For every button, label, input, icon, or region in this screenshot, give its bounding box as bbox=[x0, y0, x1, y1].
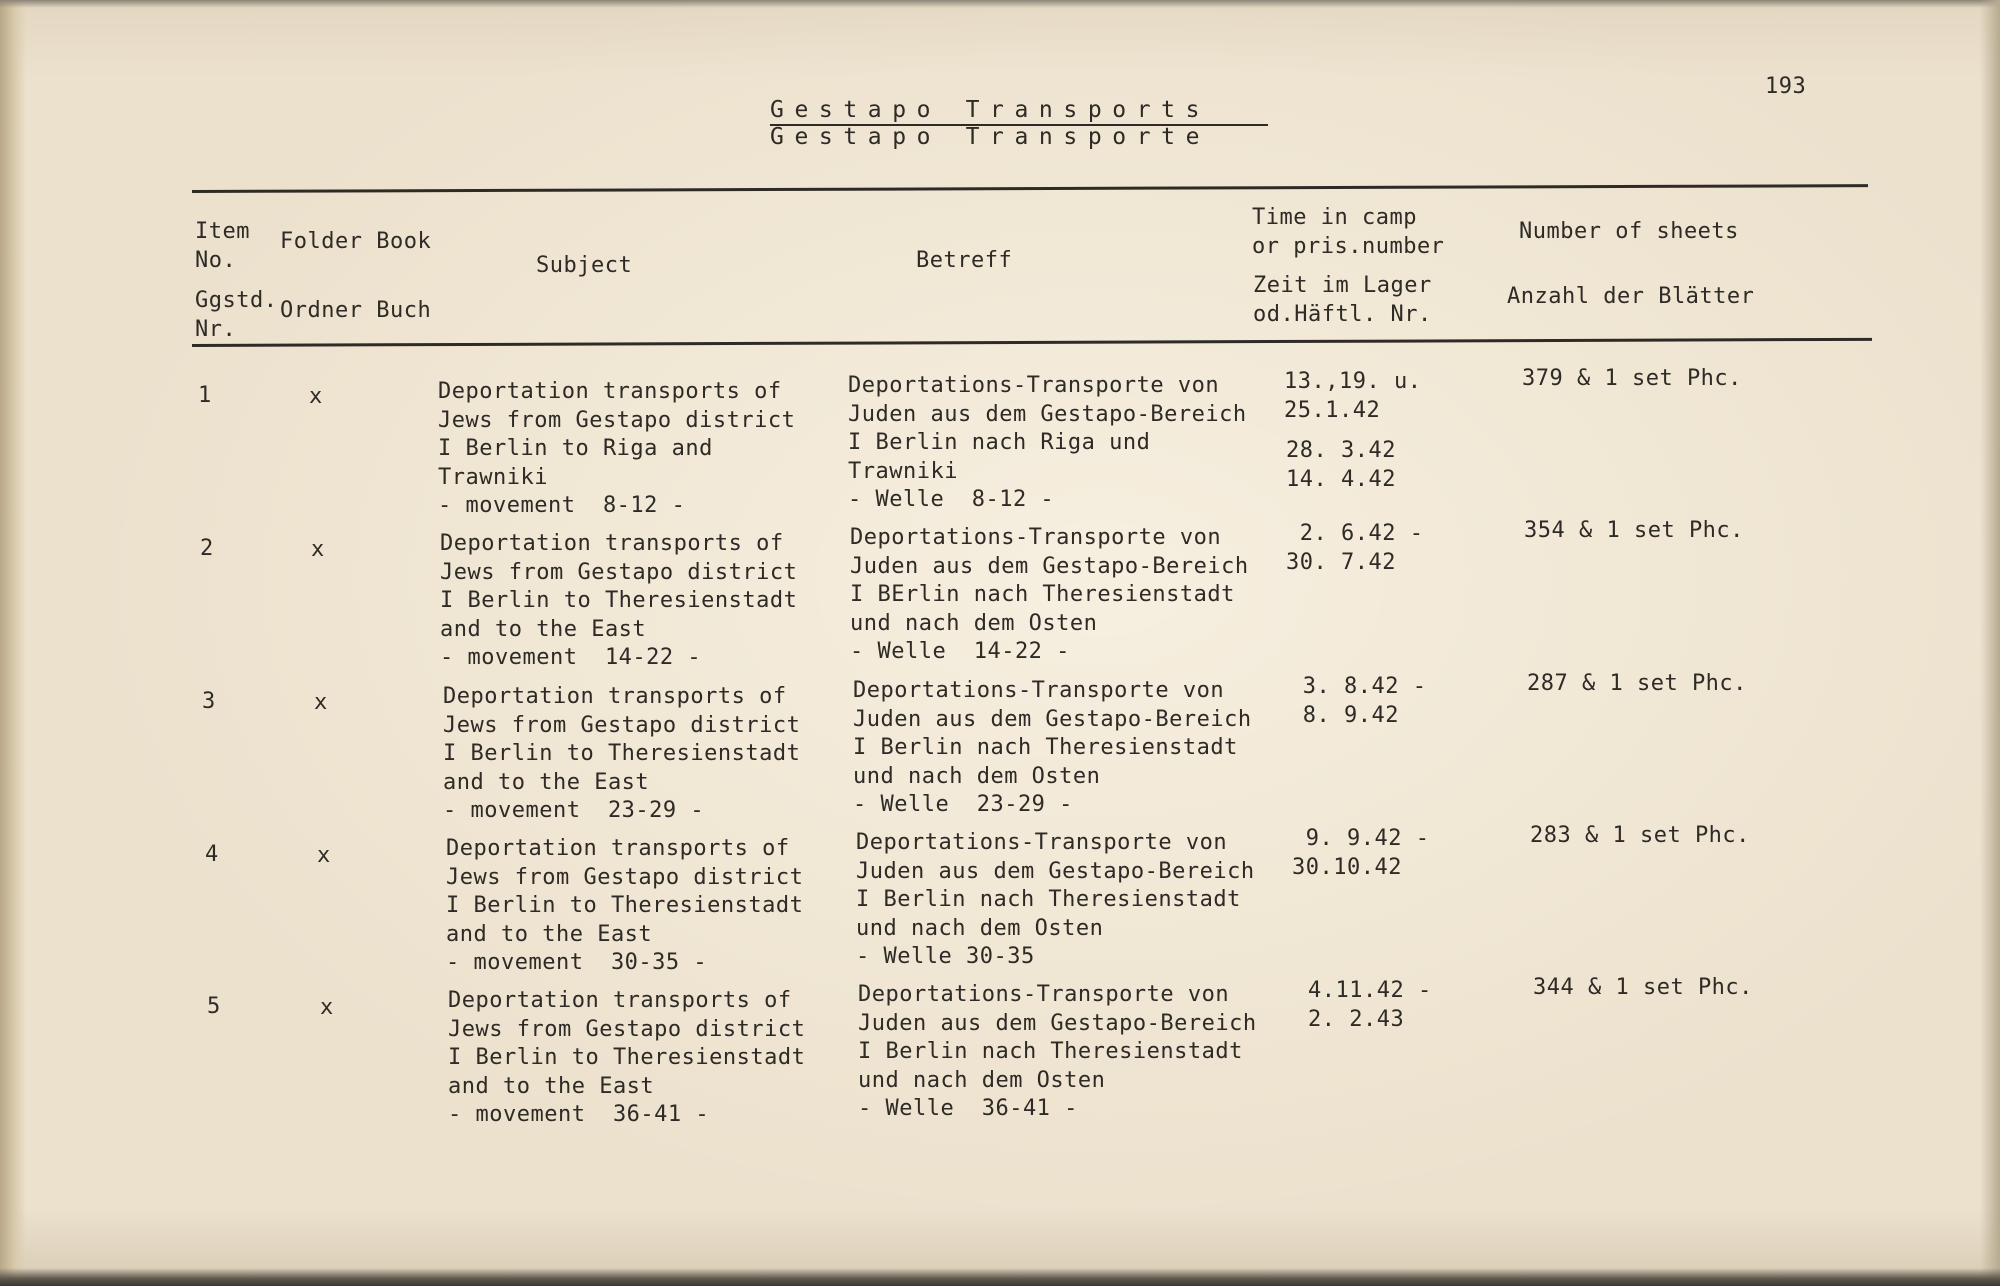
table-top-rule bbox=[192, 184, 1868, 193]
header-anzahl-der-blaetter: Anzahl der Blätter bbox=[1507, 284, 1755, 309]
row-sheets: 344 & 1 set Phc. bbox=[1533, 975, 1753, 1000]
row-item-number: 2 bbox=[200, 536, 214, 561]
page-binding-shadow bbox=[0, 0, 26, 1286]
header-folder-book: Folder Book bbox=[280, 229, 432, 254]
header-betreff: Betreff bbox=[916, 248, 1013, 273]
row-time-additional: 28. 3.42 14. 4.42 bbox=[1286, 438, 1396, 492]
row-time: 4.11.42 - 2. 2.43 bbox=[1308, 978, 1432, 1032]
row-betreff: Deportations-Transporte von Juden aus dem Gestapo-Bereich I Berlin nach Theresienstadt und nach dem Osten - Welle 30-35 bbox=[856, 830, 1255, 969]
row-item-number: 3 bbox=[202, 689, 216, 714]
header-ordner-buch: Ordner Buch bbox=[280, 298, 432, 323]
row-sheets: 379 & 1 set Phc. bbox=[1522, 366, 1742, 391]
row-folder-mark: x bbox=[317, 843, 331, 868]
row-subject: Deportation transports of Jews from Gestapo district I Berlin to Theresienstadt and to the East - movement 36-41 - bbox=[448, 988, 806, 1127]
page-top-edge bbox=[0, 0, 2000, 8]
header-zeit-im-lager: Zeit im Lager od.Häftl. Nr. bbox=[1253, 273, 1432, 327]
header-time-in-camp: Time in camp or pris.number bbox=[1252, 205, 1445, 259]
row-subject: Deportation transports of Jews from Gestapo district I Berlin to Riga and Trawniki - movement 8-12 - bbox=[438, 379, 796, 518]
page-right-edge bbox=[1980, 0, 2000, 1286]
row-time: 13.,19. u. 25.1.42 bbox=[1284, 369, 1422, 423]
row-folder-mark: x bbox=[309, 384, 323, 409]
row-folder-mark: x bbox=[311, 537, 325, 562]
title-german: Gestapo Transporte bbox=[770, 124, 1211, 150]
row-subject: Deportation transports of Jews from Gestapo district I Berlin to Theresienstadt and to the East - movement 23-29 - bbox=[443, 684, 801, 823]
header-item-no: Item No. bbox=[195, 219, 250, 273]
table-header-rule bbox=[192, 338, 1872, 347]
row-item-number: 1 bbox=[198, 383, 212, 408]
row-sheets: 354 & 1 set Phc. bbox=[1524, 518, 1744, 543]
row-subject: Deportation transports of Jews from Gestapo district I Berlin to Theresienstadt and to the East - movement 14-22 - bbox=[440, 531, 798, 670]
page-number: 193 bbox=[1765, 74, 1807, 99]
row-betreff: Deportations-Transporte von Juden aus dem Gestapo-Bereich I Berlin nach Theresienstadt und nach dem Osten - Welle 36-41 - bbox=[858, 982, 1257, 1121]
row-item-number: 5 bbox=[207, 994, 221, 1019]
header-number-of-sheets: Number of sheets bbox=[1519, 219, 1739, 244]
row-subject: Deportation transports of Jews from Gestapo district I Berlin to Theresienstadt and to the East - movement 30-35 - bbox=[446, 836, 804, 975]
row-folder-mark: x bbox=[320, 995, 334, 1020]
row-sheets: 283 & 1 set Phc. bbox=[1530, 823, 1750, 848]
page-bottom-edge bbox=[0, 1268, 2000, 1286]
row-betreff: Deportations-Transporte von Juden aus dem Gestapo-Bereich I Berlin nach Riga und Trawniki - Welle 8-12 - bbox=[848, 373, 1247, 512]
row-folder-mark: x bbox=[314, 690, 328, 715]
row-item-number: 4 bbox=[205, 842, 219, 867]
row-time: 9. 9.42 - 30.10.42 bbox=[1292, 826, 1430, 880]
title-english: Gestapo Transports bbox=[770, 97, 1211, 123]
row-betreff: Deportations-Transporte von Juden aus dem Gestapo-Bereich I BErlin nach Theresienstadt und nach dem Osten - Welle 14-22 - bbox=[850, 525, 1249, 664]
row-betreff: Deportations-Transporte von Juden aus dem Gestapo-Bereich I Berlin nach Theresienstadt und nach dem Osten - Welle 23-29 - bbox=[853, 678, 1252, 817]
row-time: 2. 6.42 - 30. 7.42 bbox=[1286, 521, 1424, 575]
header-subject: Subject bbox=[536, 253, 633, 278]
row-time: 3. 8.42 - 8. 9.42 bbox=[1302, 674, 1427, 728]
row-sheets: 287 & 1 set Phc. bbox=[1527, 671, 1747, 696]
header-ggstd-nr: Ggstd. Nr. bbox=[195, 288, 278, 342]
